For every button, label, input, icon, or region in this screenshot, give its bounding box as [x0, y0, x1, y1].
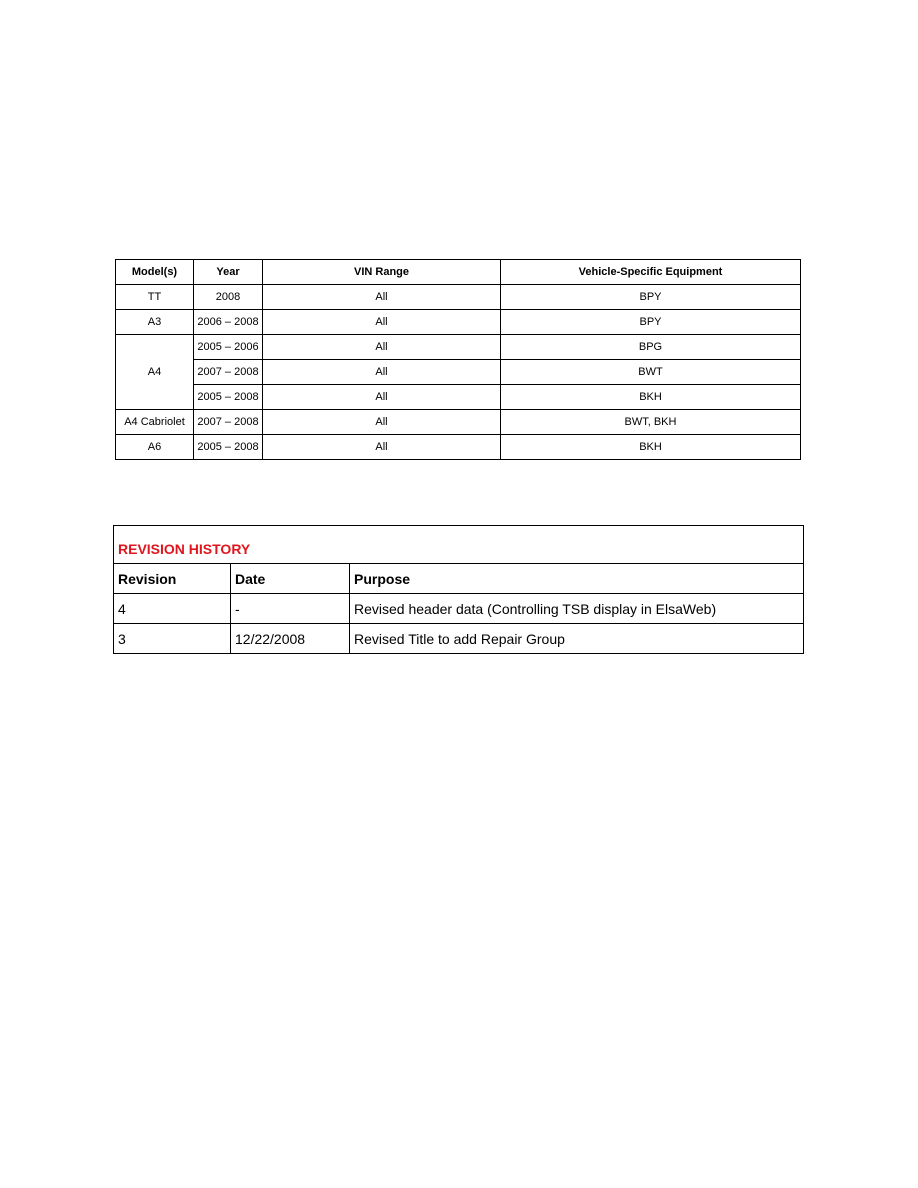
column-header-models: Model(s): [116, 260, 194, 285]
table-row: [116, 435, 801, 460]
revision-cell: 4: [114, 594, 231, 624]
column-header-date: Date: [231, 564, 350, 594]
equipment-cell: BKH: [501, 385, 801, 410]
purpose-cell: Revised header data (Controlling TSB display in ElsaWeb): [350, 594, 804, 624]
date-cell: 12/22/2008: [231, 624, 350, 654]
year-cell: 2005 – 2006: [194, 335, 263, 360]
revision-history-table: [113, 525, 804, 654]
revision-title-row: [114, 526, 804, 564]
purpose-cell: Revised Title to add Repair Group: [350, 624, 804, 654]
table-header-row: [116, 260, 801, 285]
revision-cell: 3: [114, 624, 231, 654]
table-row: [116, 335, 801, 360]
table-row: [116, 310, 801, 335]
column-header-revision: Revision: [114, 564, 231, 594]
model-cell: A4 Cabriolet: [116, 410, 194, 435]
year-cell: 2005 – 2008: [194, 385, 263, 410]
year-cell: 2007 – 2008: [194, 360, 263, 385]
vin-cell: All: [263, 285, 501, 310]
vin-cell: All: [263, 360, 501, 385]
table-row: [116, 385, 801, 410]
column-header-vin-range: VIN Range: [263, 260, 501, 285]
column-header-purpose: Purpose: [350, 564, 804, 594]
vin-cell: All: [263, 385, 501, 410]
equipment-cell: BWT: [501, 360, 801, 385]
date-cell: -: [231, 594, 350, 624]
year-cell: 2005 – 2008: [194, 435, 263, 460]
model-cell: TT: [116, 285, 194, 310]
year-cell: 2008: [194, 285, 263, 310]
table-row: [116, 410, 801, 435]
revision-header-row: [114, 564, 804, 594]
vin-cell: All: [263, 335, 501, 360]
table-row: [116, 360, 801, 385]
table-row: [116, 285, 801, 310]
model-cell: A4: [116, 335, 194, 410]
equipment-cell: BPY: [501, 285, 801, 310]
equipment-cell: BPY: [501, 310, 801, 335]
equipment-cell: BPG: [501, 335, 801, 360]
table-row: [114, 624, 804, 654]
equipment-cell: BKH: [501, 435, 801, 460]
vin-cell: All: [263, 310, 501, 335]
column-header-equipment: Vehicle-Specific Equipment: [501, 260, 801, 285]
vehicle-applicability-table: [115, 259, 801, 460]
column-header-year: Year: [194, 260, 263, 285]
vin-cell: All: [263, 410, 501, 435]
equipment-cell: BWT, BKH: [501, 410, 801, 435]
year-cell: 2006 – 2008: [194, 310, 263, 335]
vin-cell: All: [263, 435, 501, 460]
revision-history-title: REVISION HISTORY: [114, 526, 804, 564]
model-cell: A3: [116, 310, 194, 335]
year-cell: 2007 – 2008: [194, 410, 263, 435]
table-row: [114, 594, 804, 624]
model-cell: A6: [116, 435, 194, 460]
